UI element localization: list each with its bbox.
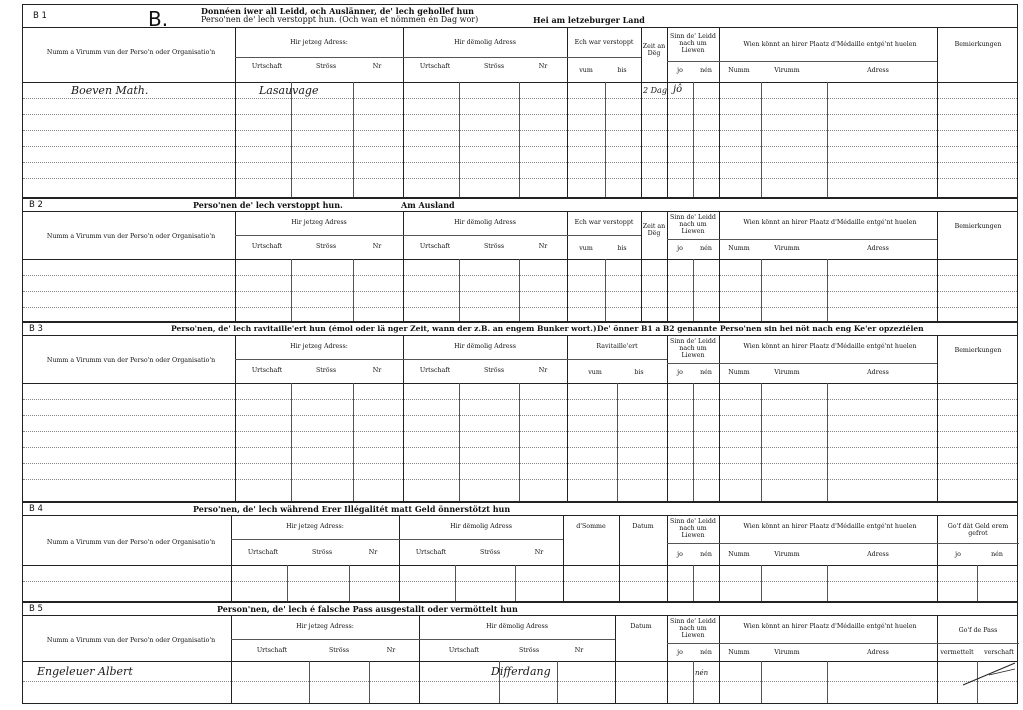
col-current-header: Hir jetzeg Adress: (286, 523, 344, 530)
title-line-1: Donnéen iwer all Leidd, och Auslänner, de' lech gehollef hun (201, 6, 474, 16)
section-b1 (22, 4, 1018, 198)
sub-no: nén (700, 245, 712, 252)
sub-to: bis (617, 245, 627, 252)
entry-no: nén (695, 669, 709, 677)
pass-strike-mark (959, 661, 1019, 689)
section-title: Person'nen, de' lech é falsche Pass ausgestallt oder vermöttelt hun (217, 604, 518, 614)
sub-address: Adress (867, 369, 889, 376)
col-supplied-header: Ravitaille'ert (596, 343, 638, 350)
sub-no: nén (991, 551, 1003, 558)
sub-street: Ströss (483, 367, 505, 374)
col-current-header: Hir jetzeg Adress: (290, 343, 348, 350)
sub-to: bis (617, 67, 627, 74)
col-current-header: Hir jetzeg Adress (291, 219, 347, 226)
section-title: Perso'nen de' lech verstoppt hun. (193, 200, 343, 210)
section-b4 (22, 502, 1018, 602)
sub-name: Numm (728, 649, 750, 656)
sub-nr: Nr (372, 367, 382, 374)
sub-street: Ströss (479, 549, 501, 556)
section-b5 (22, 602, 1018, 704)
sub-nr: Nr (534, 549, 544, 556)
section-b3 (22, 322, 1018, 502)
sub-no: nén (700, 649, 712, 656)
sub-locality: Urtschaft (419, 63, 451, 70)
section-title: Perso'nen, de' lech während Erer Illégalitét matt Geld önnerstötzt hun (193, 504, 511, 514)
col-name-header: Numm a Virumm vun der Perso'n oder Organisatio'n (46, 637, 216, 644)
sub-yes: jo (955, 551, 961, 558)
sub-name: Numm (728, 369, 750, 376)
sub-nr: Nr (368, 549, 378, 556)
title-location: Hei am letzeburger Land (533, 15, 645, 25)
sub-street: Ströss (315, 63, 337, 70)
section-location: Am Ausland (401, 200, 455, 210)
entry-days: 2 Dag (643, 86, 667, 95)
col-suffering-header: Sinn de' Leidd nach um Liewen (670, 214, 716, 235)
sub-street: Ströss (311, 549, 333, 556)
section-b2 (22, 198, 1018, 322)
sub-firstname: Virumm (774, 67, 800, 74)
sub-nr: Nr (538, 367, 548, 374)
sub-name: Numm (728, 245, 750, 252)
sub-street: Ströss (328, 647, 350, 654)
section-b1-title (23, 5, 1017, 31)
section-code: B 4 (29, 504, 43, 514)
sub-name: Numm (728, 551, 750, 558)
sub-street: Ströss (483, 63, 505, 70)
col-former-header: Hir dëmolig Adress (450, 523, 512, 530)
sub-locality: Urtschaft (251, 63, 283, 70)
col-date-header: Datum (632, 523, 654, 530)
sub-locality: Urtschaft (415, 549, 447, 556)
sub-yes: jo (677, 369, 683, 376)
sub-yes: jo (677, 67, 683, 74)
sub-firstname: Virumm (774, 551, 800, 558)
col-time-header: Zeit an Dëg (642, 223, 666, 237)
col-former-header: Hir dëmolig Adress (486, 623, 548, 630)
entry-name: Boeven Math. (71, 84, 149, 97)
col-remarks-header: Bemierkungen (954, 41, 1002, 48)
sub-street: Ströss (315, 243, 337, 250)
col-name-header: Numm a Virumm vun der Perso'n oder Organisatio'n (46, 539, 216, 546)
col-suffering-header: Sinn de' Leidd nach um Liewen (670, 618, 716, 639)
col-former-header: Hir dëmolig Adress (454, 343, 516, 350)
col-gave-header: Go'f dät Geld erem gefrot (947, 523, 1009, 537)
sub-address: Adress (867, 245, 889, 252)
sub-street: Ströss (483, 243, 505, 250)
entry-place: Lasauvage (259, 84, 319, 97)
sub-yes: jo (677, 551, 683, 558)
sub-address: Adress (867, 649, 889, 656)
section-b1-body (23, 82, 1017, 197)
col-date-header: Datum (630, 623, 652, 630)
col-medal-header: Wien könnt an hirer Plaatz d'Médaille entgé'nt huelen (743, 623, 917, 630)
sub-issued: verschaft (984, 649, 1014, 656)
sub-locality: Urtschaft (251, 367, 283, 374)
sub-no: nén (700, 551, 712, 558)
sub-address: Adress (867, 551, 889, 558)
col-remarks-header: Bemierkungen (954, 223, 1002, 230)
col-hidden-header: Ech war verstoppt (574, 39, 634, 46)
section-b2-body (23, 259, 1017, 321)
entry-name: Engeleuer Albert (37, 665, 133, 678)
sub-to: bis (634, 369, 644, 376)
sub-nr: Nr (386, 647, 396, 654)
sub-from: vum (588, 369, 602, 376)
section-code: B 2 (29, 200, 43, 210)
col-former-header: Hir dëmolig Adress (454, 39, 516, 46)
col-current-header: Hir jetzeg Adress: (296, 623, 354, 630)
sub-locality: Urtschaft (419, 367, 451, 374)
col-pass-header: Go'f de Pass (958, 627, 998, 634)
sub-nr: Nr (538, 243, 548, 250)
sub-firstname: Virumm (774, 649, 800, 656)
sub-locality: Urtschaft (448, 647, 480, 654)
sub-from: vum (579, 245, 593, 252)
section-b3-header (23, 335, 1017, 384)
col-medal-header: Wien könnt an hirer Plaatz d'Médaille entgé'nt huelen (743, 343, 917, 350)
sub-nr: Nr (372, 63, 382, 70)
section-b4-body (23, 565, 1017, 601)
section-code: B 5 (29, 604, 43, 614)
entry-alive: jô (673, 84, 683, 95)
entry-place: Differdang (491, 665, 551, 678)
sub-locality: Urtschaft (251, 243, 283, 250)
sub-firstname: Virumm (774, 369, 800, 376)
sub-nr: Nr (538, 63, 548, 70)
sub-nr: Nr (372, 243, 382, 250)
col-medal-header: Wien könnt an hirer Plaatz d'Médaille entgé'nt huelen (743, 219, 917, 226)
col-name-header: Numm a Virumm vun der Perso'n oder Organisatio'n (46, 357, 216, 364)
col-time-header: Zeit an Dëg (642, 43, 666, 57)
section-b5-header (23, 615, 1017, 662)
sub-locality: Urtschaft (256, 647, 288, 654)
sub-yes: jo (677, 245, 683, 252)
col-name-header: Numm a Virumm vun der Perso'n oder Organisatio'n (46, 49, 216, 56)
col-remarks-header: Bemierkungen (954, 347, 1002, 354)
col-current-header: Hir jetzeg Adress: (290, 39, 348, 46)
title-line-2: Perso'nen de' lech verstoppt hun. (Och wan et nömmen én Dag wor) (201, 15, 479, 24)
sub-mediated: vermettelt (940, 649, 974, 656)
col-suffering-header: Sinn de' Leidd nach um Liewen (670, 33, 716, 54)
sub-firstname: Virumm (774, 245, 800, 252)
sub-address: Adress (867, 67, 889, 74)
sub-no: nén (700, 67, 712, 74)
col-medal-header: Wien könnt an hirer Plaatz d'Médaille entgé'nt huelen (743, 523, 917, 530)
section-b5-body (23, 661, 1017, 703)
col-sum-header: d'Somme (576, 523, 606, 530)
sub-no: nén (700, 369, 712, 376)
col-hidden-header: Ech war verstoppt (574, 219, 634, 226)
section-code: B 3 (29, 324, 43, 334)
col-suffering-header: Sinn de' Leidd nach um Liewen (670, 518, 716, 539)
form-letter: B. (148, 7, 169, 31)
sub-locality: Urtschaft (247, 549, 279, 556)
section-b1-header (23, 27, 1017, 83)
sub-nr: Nr (574, 647, 584, 654)
section-b2-header (23, 211, 1017, 260)
col-former-header: Hir dëmolig Adress (454, 219, 516, 226)
col-suffering-header: Sinn de' Leidd nach um Liewen (670, 338, 716, 359)
col-name-header: Numm a Virumm vun der Perso'n oder Organisatio'n (46, 233, 216, 240)
sub-locality: Urtschaft (419, 243, 451, 250)
sub-street: Ströss (315, 367, 337, 374)
section-b3-body (23, 383, 1017, 501)
section-code: B 1 (33, 11, 47, 21)
sub-street: Ströss (518, 647, 540, 654)
sub-yes: jo (677, 649, 683, 656)
section-title: Perso'nen, de' lech ravitaille'ert hun (émol oder lä nger Zeit, wann der z.B. an engem Bunker wort.) (171, 324, 597, 333)
col-medal-header: Wien könnt an hirer Plaatz d'Médaille entgé'nt huelen (743, 41, 917, 48)
sub-from: vum (579, 67, 593, 74)
section-b4-header (23, 515, 1017, 566)
sub-name: Numm (728, 67, 750, 74)
section-note: De' önner B1 a B2 genannte Perso'nen sin hei nöt nach eng Ke'er opzeziélen (597, 324, 924, 333)
